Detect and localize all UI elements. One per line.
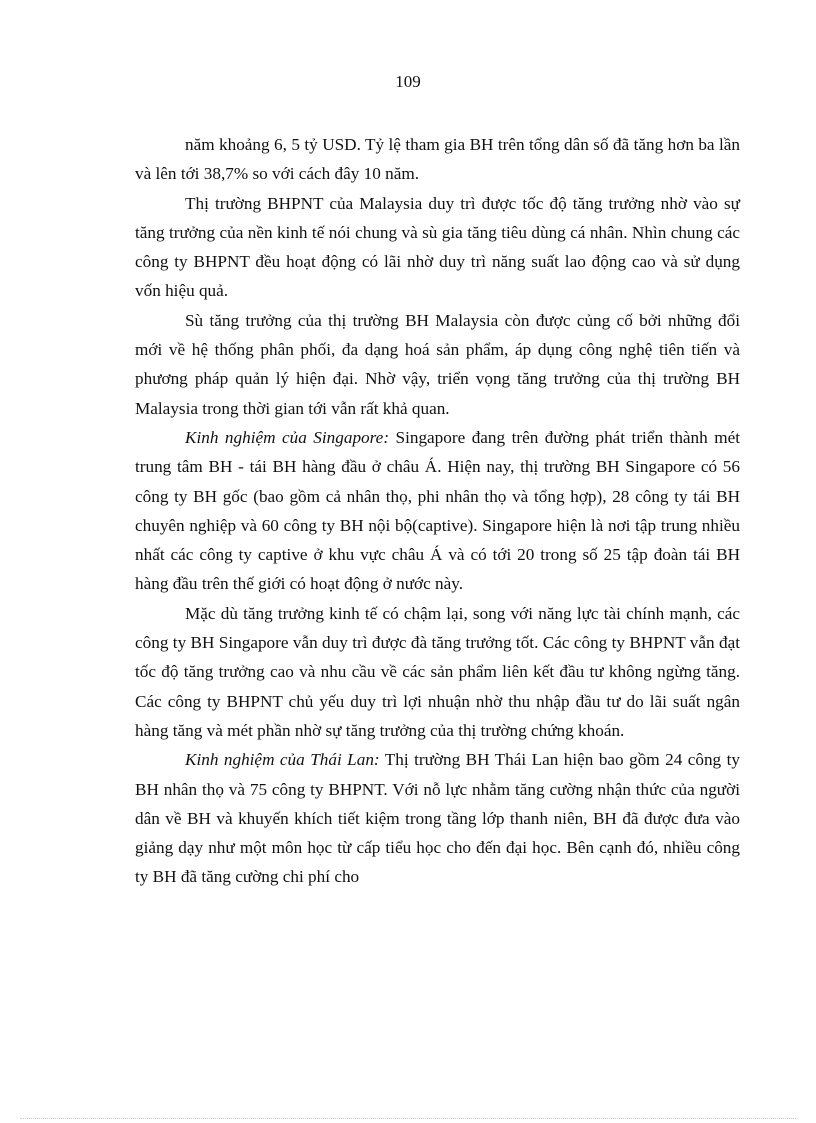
paragraph-text: Mặc dù tăng trưởng kinh tế có chậm lại, song với năng lực tài chính mạnh, các công ty BH Singapore vẫn duy trì được đà tăng trưởng tốt. Các công ty BHPNT vẫn đạt tốc độ tăng trưởng cao và nhu cầu về các sản phẩm liên kết đầu tư không ngừng tăng. Các công ty BHPNT chủ yếu duy trì lợi nhuận nhờ thu nhập đầu tư do lãi suất ngân hàng tăng và mét phần nhờ sự tăng trưởng của thị trường chứng khoán. (135, 603, 740, 740)
paragraph (135, 130, 740, 189)
paragraph-text: Sù tăng trưởng của thị trường BH Malaysia còn được củng cố bởi những đổi mới về hệ thống phân phối, đa dạng hoá sản phẩm, áp dụng công nghệ tiên tiến và phương pháp quản lý hiện đại. Nhờ vậy, triển vọng tăng trưởng của thị trường BH Malaysia trong thời gian tới vẫn rất khả quan. (135, 310, 740, 418)
paragraph-text: năm khoảng 6, 5 tỷ USD. Tỷ lệ tham gia BH trên tổng dân số đã tăng hơn ba lần và lên tới 38,7% so với cách đây 10 năm. (135, 135, 740, 184)
page-bottom-border (20, 1118, 796, 1119)
paragraph (135, 599, 740, 745)
paragraph (135, 306, 740, 423)
paragraph-text: Thị trường BHPNT của Malaysia duy trì được tốc độ tăng trưởng nhờ vào sự tăng trưởng của nền kinh tế nói chung và sù gia tăng tiêu dùng cá nhân. Nhìn chung các công ty BHPNT đều hoạt động có lãi nhờ duy trì năng suất lao động cao và sử dụng vốn hiệu quả. (135, 193, 740, 301)
paragraph-lead: Kinh nghiệm của Thái Lan: (185, 750, 380, 770)
paragraph-text: Thị trường BH Thái Lan hiện bao gồm 24 công ty BH nhân thọ và 75 công ty BHPNT. Với nỗ lực nhằm tăng cường nhận thức của người dân về BH và khuyến khích tiết kiệm trong tầng lớp thanh niên, BH đã được đưa vào giảng dạy như một môn học từ cấp tiểu học cho đến đại học. Bên cạnh đó, nhiều công ty BH đã tăng cường chi phí cho (135, 750, 740, 887)
paragraph-text: Singapore đang trên đường phát triển thành mét trung tâm BH - tái BH hàng đầu ở châu Á. Hiện nay, thị trường BH Singapore có 56 công ty BH gốc (bao gồm cả nhân thọ, phi nhân thọ và tổng hợp), 28 công ty tái BH chuyên nghiệp và 60 công ty BH nội bộ(captive). Singapore hiện là nơi tập trung nhiều nhất các công ty captive ở khu vực châu Á và có tới 20 trong số 25 tập đoàn tái BH hàng đầu trên thế giới có hoạt động ở nước này. (135, 427, 740, 594)
body-text (135, 130, 740, 892)
page-number: 109 (395, 72, 421, 91)
paragraph (135, 189, 740, 306)
paragraph (135, 423, 740, 599)
paragraph (135, 745, 740, 891)
paragraph-lead: Kinh nghiệm của Singapore: (185, 427, 390, 447)
